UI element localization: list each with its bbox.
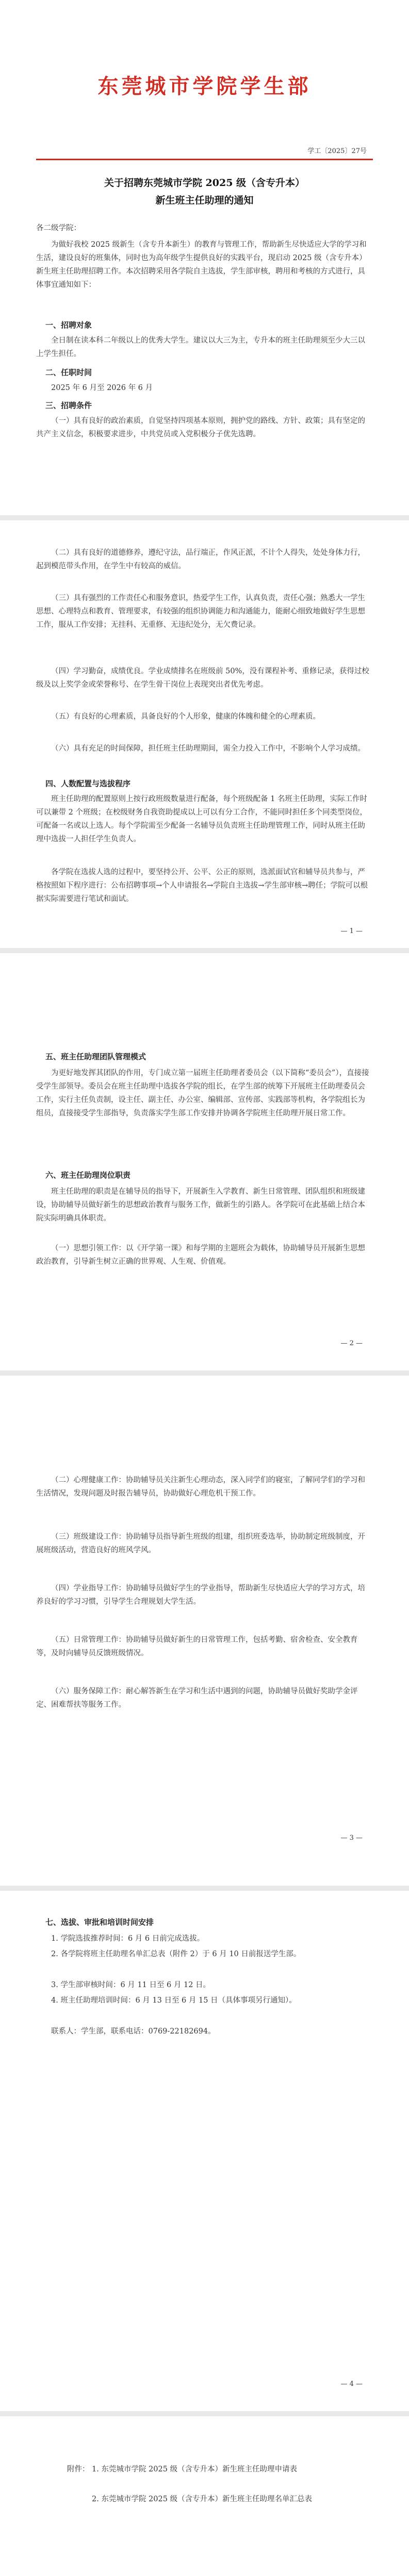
- section-paragraph: 2. 各学院将班主任助理名单汇总表（附件 2）于 6 月 10 日前报送学生部。: [51, 1950, 301, 1958]
- attachment-item[interactable]: 1. 东莞城市学院 2025 级（含专升本）新生班主任助理申请表: [92, 2465, 298, 2473]
- notice-title-line-1: 关于招聘东莞城市学院 2025 级（含专升本）: [104, 177, 305, 189]
- section-paragraph: （三）具有强烈的工作责任心和服务意识，热爱学生工作，认真负责，责任心强；熟悉大一学生思想、心理特点和教育、管理要求，有较强的组织协调能力和沟通能力，能耐心细致地做好学生思想工作，服从工作安排；无挂科、无重修、无违纪处分，无欠费记录。: [36, 594, 365, 629]
- section-heading: 四、人数配置与选拔程序: [45, 779, 131, 788]
- page-separator: [0, 2411, 409, 2416]
- section-paragraph: （一）具有良好的政治素质，自觉坚持四项基本原则，拥护党的路线、方针、政策；具有坚定的共产主义信念，积极要求进步，中共党员或入党积极分子优先选聘。: [36, 417, 365, 438]
- section-heading: 三、招聘条件: [45, 401, 92, 410]
- section-paragraph: （六）服务保障工作：耐心解答新生在学习和生活中遇到的问题，协助辅导员做好奖助学金评定、困难帮扶等服务工作。: [36, 1687, 358, 1709]
- section-paragraph: 4. 班主任助理培训时间：6 月 13 日至 6 月 15 日（具体事项另行通知）。: [51, 1996, 297, 2005]
- section-paragraph: （二）心理健康工作：协助辅导员关注新生心理动态，深入同学们的寝室，了解同学们的学习和生活情况，发现问题及时报告辅导员，协助做好心理危机干预工作。: [36, 1476, 365, 1498]
- section-paragraph: 为更好地发挥其团队的作用，专门成立第一届班主任助理者委员会（以下简称“委员会”），直接接受学生部领导。委员会在班主任助理中选拔各学院的组长，在学生部的统筹下开展班主任助理委员会工作，实行主任负责制，设主任、副主任、办公室、编辑部、宣传部、实践部等机构，各学院组长为组员，直接接受学生部指导，负责落实学生部工作安排并协调各学院班主任助理开展日常工作。: [36, 1069, 369, 1117]
- section-paragraph: 3. 学生部审核时间：6 月 11 日至 6 月 12 日。: [51, 1981, 211, 1989]
- salutation: 各二级学院：: [36, 224, 81, 232]
- page-separator: [0, 1370, 409, 1376]
- section-paragraph: （一）思想引领工作：以《开学第一课》和每学期的主题班会为载体，协助辅导员开展新生思想政治教育，引导新生树立正确的世界观、人生观、价值观。: [36, 1244, 365, 1266]
- red-divider: [36, 159, 373, 160]
- section-heading: 七、选拔、审批和培训时间安排: [45, 1918, 154, 1927]
- section-paragraph: （四）学业指导工作：协助辅导员做好学生的学业指导，帮助新生尽快适应大学的学习方式，培养良好的学习习惯，引导学生合理规划大学生活。: [36, 1584, 365, 1606]
- page-number: — 1 —: [340, 927, 363, 935]
- section-heading: 二、任职时间: [45, 368, 92, 377]
- section-paragraph: 2025 年 6 月至 2026 年 6 月: [51, 384, 153, 392]
- section-paragraph: 班主任助理的配置原则上按行政班级数量进行配备，每个班级配备 1 名班主任助理，实际工作时可以兼带 2 个班级；在校级财务自我资助提成以上可以有分工合作，不能同时担任多个同类型岗位，可配备一名或以上选人。每个学院需至少配备一名辅导员负责班主任助理管理工作，同时从班主任助理中选拔一人担任学生负责人。: [36, 795, 367, 843]
- page-separator: [0, 948, 409, 953]
- page-number: — 2 —: [340, 1340, 363, 1347]
- notice-title-line-2: 新生班主任助理的通知: [155, 195, 254, 206]
- section-paragraph: 各学院在选拔人选的过程中，要坚持公开、公平、公正的原则，选派面试官和辅导员共参与，严格按照如下程序进行：公布招聘事项→个人申请报名→学院自主选拔→学生部审核→聘任；学院可以根据实际需要进行笔试和面试。: [36, 868, 368, 903]
- document-number: 学工〔2025〕27号: [307, 147, 367, 155]
- section-paragraph: 联系人：学生部，联系电话：0769-22182694。: [51, 2027, 216, 2036]
- section-heading: 五、班主任助理团队管理模式: [45, 1052, 146, 1061]
- section-paragraph: 1. 学院选拔推荐时间：6 月 6 日前完成选拔。: [51, 1935, 205, 1943]
- section-paragraph: （五）日常管理工作：协助辅导员做好新生的日常管理工作，包括考勤、宿舍检查、安全教育等，及时向辅导员反馈班级情况。: [36, 1636, 358, 1657]
- section-paragraph: （三）班级建设工作：协助辅导员指导新生班级的组建，组织班委选举，协助制定班级制度，开展班级活动，营造良好的班风学风。: [36, 1533, 365, 1554]
- attachment-item[interactable]: 2. 东莞城市学院 2025 级（含专升本）新生班主任助理名单汇总表: [92, 2495, 313, 2503]
- masthead: 东莞城市学院学生部: [97, 75, 312, 98]
- section-paragraph: （五）有良好的心理素质，具备良好的个人形象，健康的体魄和健全的心理素质。: [51, 713, 320, 721]
- section-paragraph: （四）学习勤奋，成绩优良。学业成绩排名在班级前 50%，没有课程补考、重修记录，获得过校级及以上奖学金或荣誉称号、在学生骨干岗位上表现突出者优先考虑。: [36, 667, 369, 689]
- page-number: — 3 —: [340, 1834, 363, 1842]
- page-separator: [0, 1886, 409, 1891]
- page-separator: [0, 515, 409, 520]
- section-paragraph: 全日制在读本科二年级以上的优秀大学生。建议以大三为主，专升本的班主任助理须至少大三以上学生担任。: [36, 336, 365, 358]
- section-paragraph: （二）具有良好的道德修养，遵纪守法，品行端正，作风正派，不计个人得失，处处身体力行，起到模范带头作用，在学生中有较高的威信。: [36, 549, 365, 570]
- page-number: — 4 —: [340, 2380, 363, 2388]
- section-paragraph: 班主任助理的职责是在辅导员的指导下，开展新生入学教育、新生日常管理、团队组织和班级建设，协助辅导员做好新生的思想政治教育与服务工作，做新生的引路人。各学院可在此基础上结合本院实际明确具体职责。: [36, 1188, 365, 1223]
- section-paragraph: （六）具有充足的时间保障，担任班主任助理期间，需全力投入工作中，不影响个人学习成绩。: [51, 744, 365, 753]
- intro-paragraph: 为做好我校 2025 级新生（含专升本新生）的教育与管理工作，帮助新生尽快适应大学的学习和生活，建设良好的班集体，同时也为高年级学生提供良好的实践平台，现启动 2025 级（含专升本）新生班主任助理招聘工作。本次招聘采用各学院自主选拔，学生部审核，聘用和考核的方式进行，具体事宜通知如下：: [36, 241, 367, 289]
- section-heading: 一、招聘对象: [45, 320, 92, 330]
- attachments-label: 附件：: [67, 2465, 90, 2473]
- section-heading: 六、班主任助理岗位职责: [45, 1171, 131, 1180]
